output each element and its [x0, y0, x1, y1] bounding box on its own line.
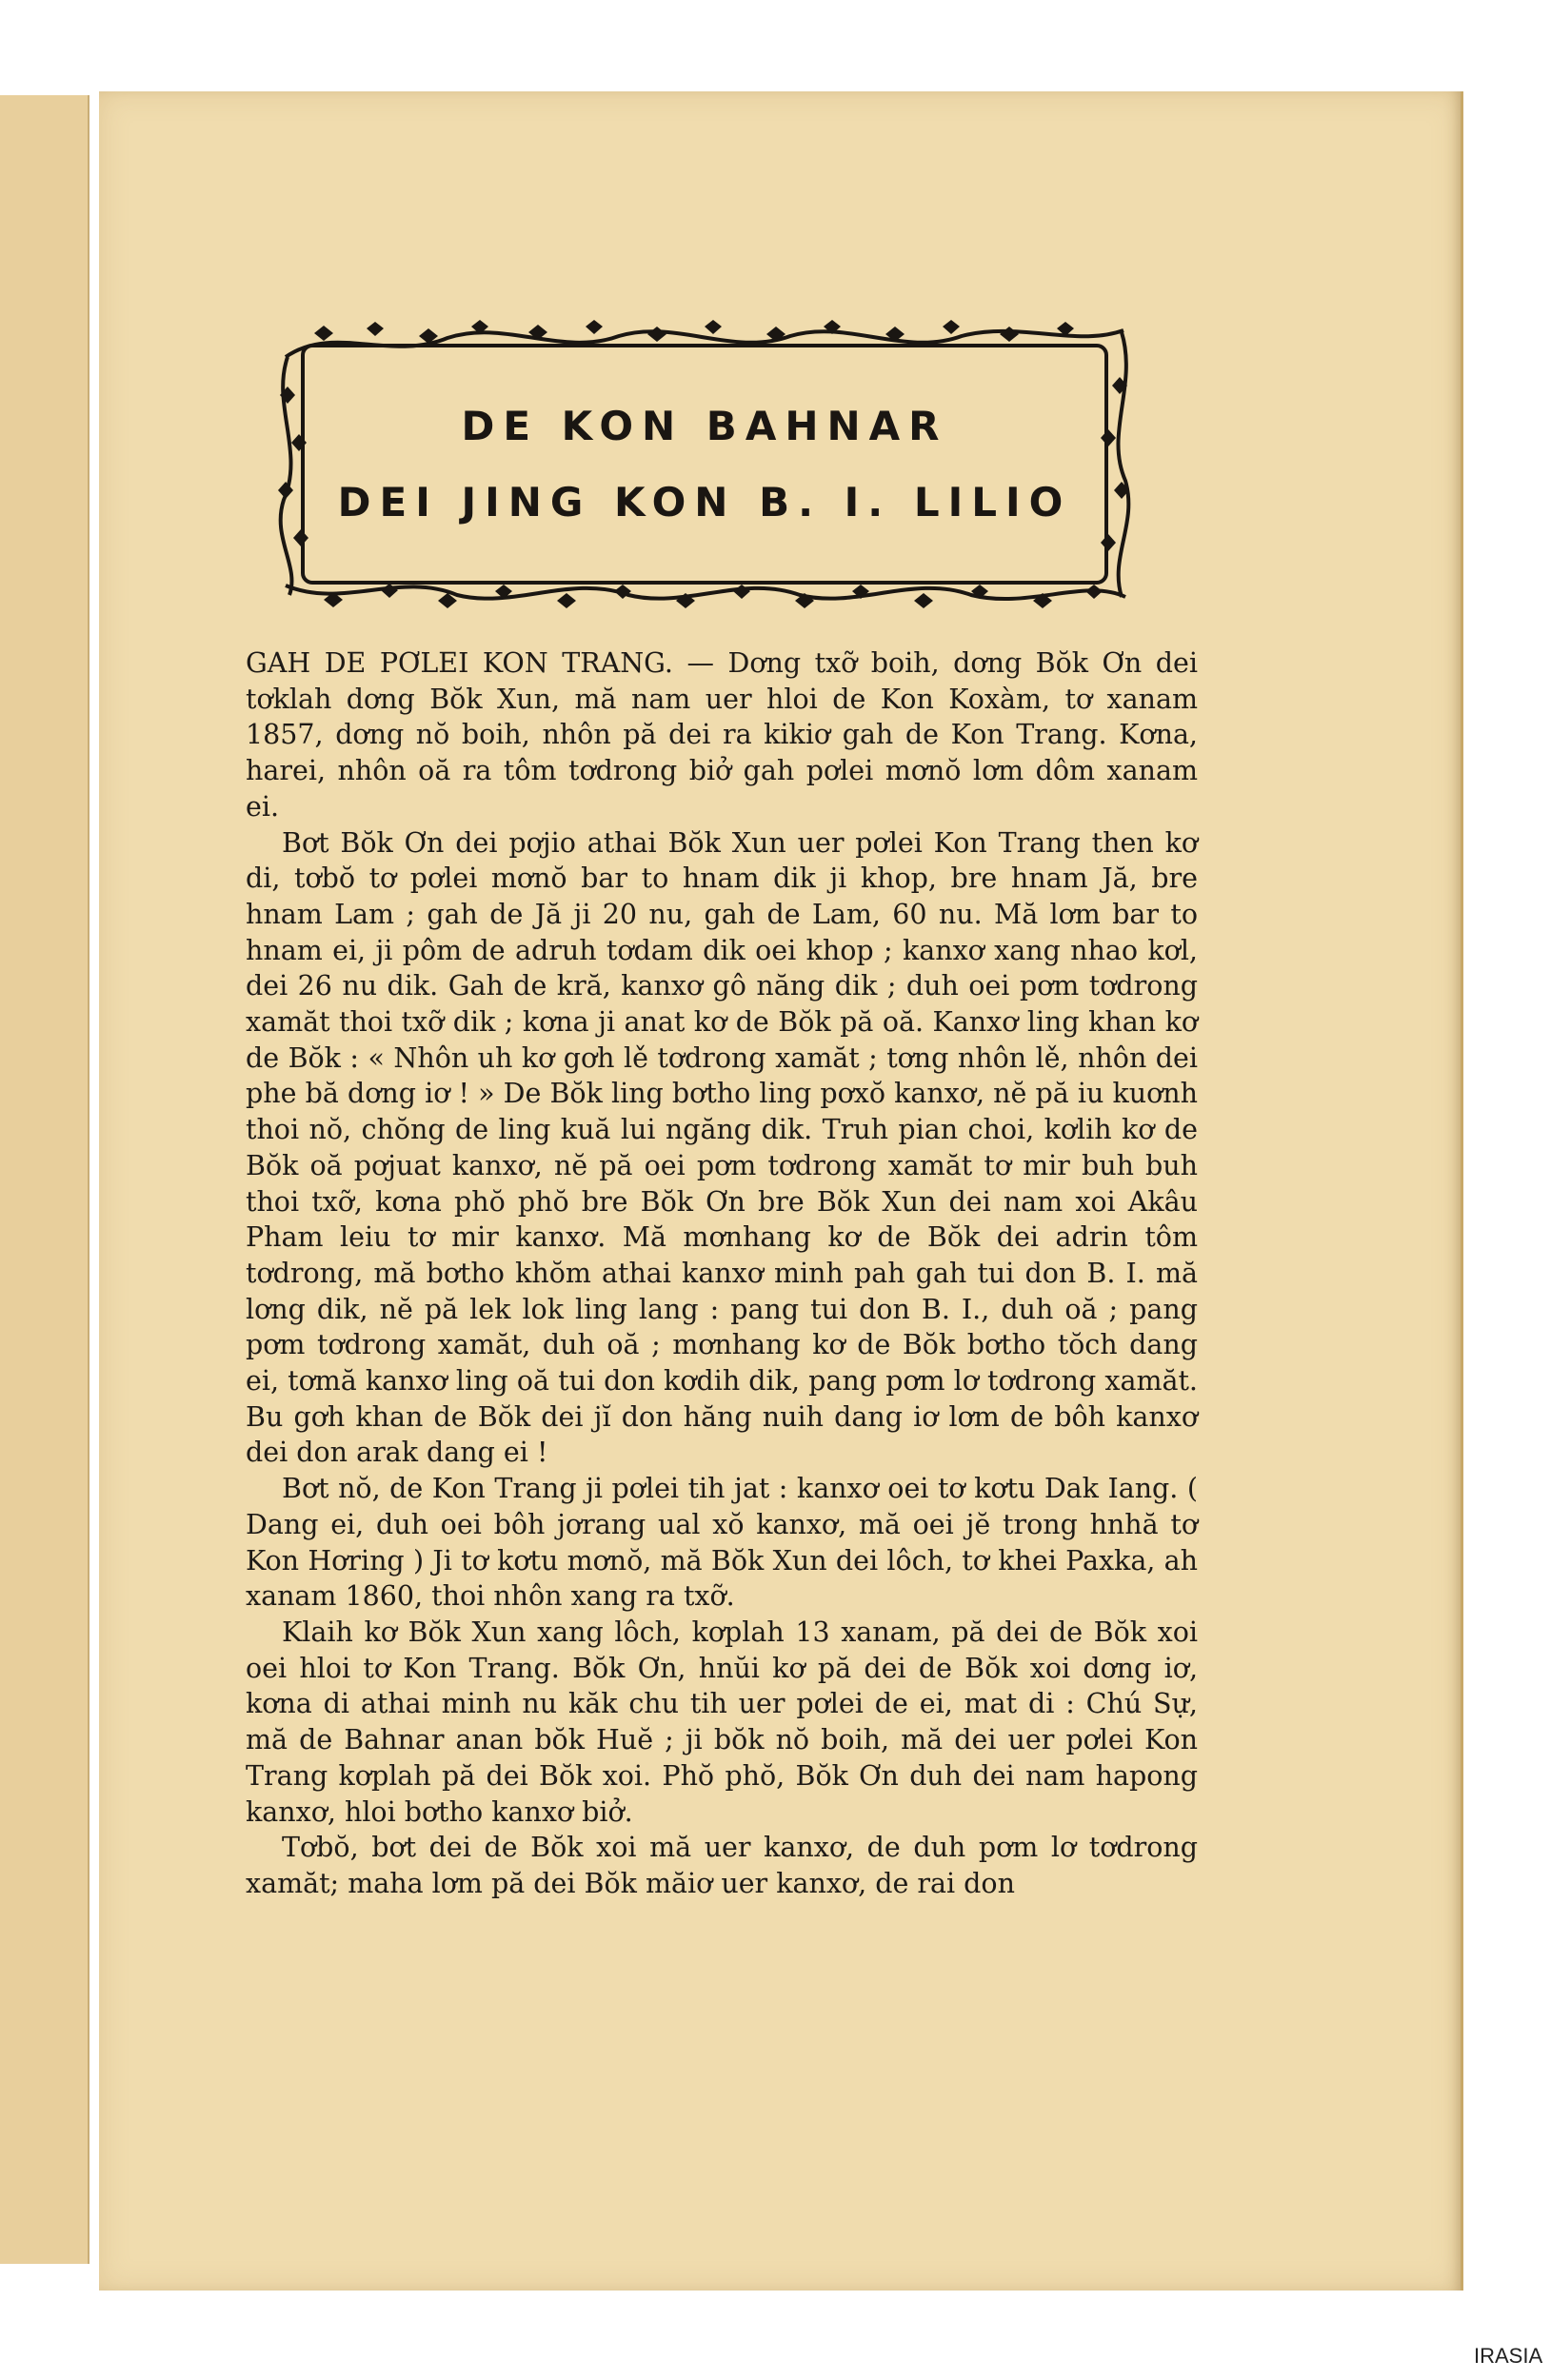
title-line-2: DEI JING KON B. I. LILIO [337, 479, 1072, 526]
vine-border-ornament [276, 319, 1133, 609]
paragraph: GAH DE PƠLEI KON TRANG. — Dơng txỡ boih, dơng Bŏk Ơn dei tơklah dơng Bŏk Xun, mă nam uer hloi de Kon Koxàm, tơ xanam 1857, dơng nŏ boih, nhôn pă dei ra kikiơ gah de Kon Trang. Kơna, harei, nhôn oă ra tôm tơdrong biở gah pơlei mơnŏ lơm dôm xanam ei. [246, 647, 1198, 823]
paragraph: Bơt nŏ, de Kon Trang ji pơlei tih jat : kanxơ oei tơ kơtu Dak Iang. ( Dang ei, duh oei bôh jơrang ual xŏ kanxơ, mă oei jĕ trong hnhă tơ Kon Hơring ) Ji tơ kơtu mơnŏ, mă Bŏk Xun dei lôch, tơ khei Paxka, ah xanam 1860, thoi nhôn xang ra txỡ. [246, 1473, 1198, 1613]
title-line-1: DE KON BAHNAR [461, 403, 948, 449]
paragraph: Tơbŏ, bơt dei de Bŏk xoi mă uer kanxơ, de duh pơm lơ tơdrong xamăt; maha lơm pă dei Bŏk măiơ uer kanxơ, de rai don [246, 1832, 1198, 1899]
watermark-label: IRASIA [1474, 2344, 1543, 2368]
paragraph: Klaih kơ Bŏk Xun xang lôch, kơplah 13 xanam, pă dei de Bŏk xoi oei hloi tơ Kon Trang. Bŏk Ơn, hnŭi kơ pă dei de Bŏk xoi dơng iơ, kơna di athai minh nu kăk chu tih uer pơlei de ei, mat di : Chú Sự, mă de Bahnar anan bŏk Huĕ ; ji bŏk nŏ boih, mă dei uer pơlei Kon Trang kơplah pă dei Bŏk xoi. Phŏ phŏ, Bŏk Ơn duh dei nam hapong kanxơ, hloi bơtho kanxơ biở. [246, 1616, 1198, 1828]
title-frame [276, 319, 1133, 609]
body-text [246, 645, 1198, 1902]
paragraph: Bơt Bŏk Ơn dei pơjio athai Bŏk Xun uer pơlei Kon Trang then kơ di, tơbŏ tơ pơlei mơnŏ bar to hnam dik ji khop, bre hnam Jă, bre hnam Lam ; gah de Jă ji 20 nu, gah de Lam, 60 nu. Mă lơm bar to hnam ei, ji pôm de adruh tơdam dik oei khop ; kanxơ xang nhao kơl, dei 26 nu dik. Gah de kră, kanxơ gô năng dik ; duh oei pơm tơdrong xamăt thoi txỡ dik ; kơna ji anat kơ de Bŏk pă oă. Kanxơ ling khan kơ de Bŏk : « Nhôn uh kơ gơh lě tơdrong xamăt ; tơng nhôn lě, nhôn dei phe bă dơng iơ ! » De Bŏk ling bơtho ling pơxŏ kanxơ, nĕ pă iu kuơnh thoi nŏ, chŏng de ling kuă lui ngăng dik. Truh pian choi, kơlih kơ de Bŏk oă pơjuat kanxơ, nĕ pă oei pơm tơdrong xamăt tơ mir buh buh thoi txỡ, kơna phŏ phŏ bre Bŏk Ơn bre Bŏk Xun dei nam xoi Akâu Pham leiu tơ mir kanxơ. Mă mơnhang kơ de Bŏk dei adrin tôm tơdrong, mă bơtho khŏm athai kanxơ minh pah gah tui don B. I. mă lơng dik, nĕ pă lek lok ling lang : pang tui don B. I., duh oă ; pang pơm tơdrong xamăt, duh oă ; mơnhang kơ de Bŏk bơtho tŏch dang ei, tơmă kanxơ ling oă tui don kơdih dik, pang pơm lơ tơdrong xamăt. Bu gơh khan de Bŏk dei jĭ don hăng nuih dang iơ lơm de bôh kanxơ dei don arak dang ei ! [246, 826, 1198, 1469]
left-page-edge [0, 95, 89, 2264]
